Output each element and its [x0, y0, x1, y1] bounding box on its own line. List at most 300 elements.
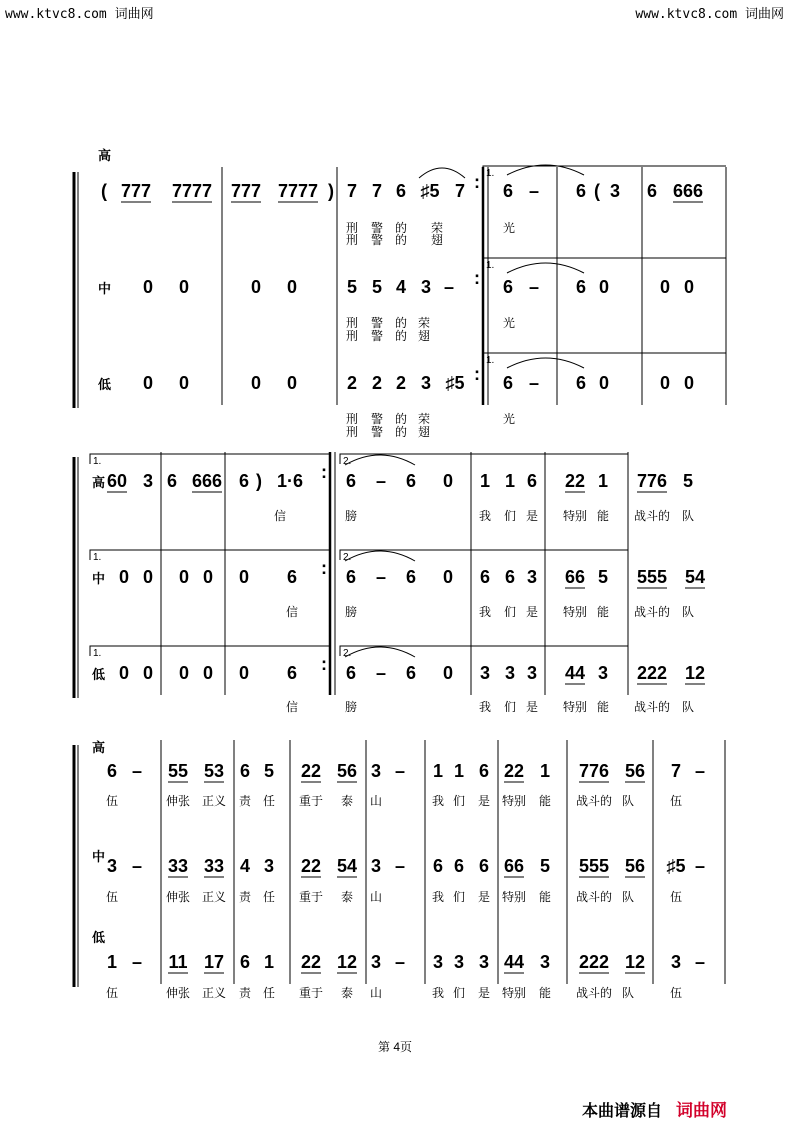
lyric: 是 [525, 605, 539, 619]
repeat-dots: : [321, 558, 327, 578]
lyric: 翅 [417, 329, 431, 343]
repeat-dots: : [474, 172, 480, 192]
lyric: 光 [502, 221, 516, 235]
note: 0 [250, 277, 262, 297]
note: 777 [120, 181, 152, 201]
note: – [375, 567, 387, 587]
note: 17 [203, 952, 225, 972]
note: – [694, 856, 706, 876]
note: ♯5 [445, 373, 465, 393]
lyric: 刑 [345, 329, 359, 343]
note: 5 [371, 277, 383, 297]
lyric: 责 [238, 986, 252, 1000]
lyric: 伍 [105, 890, 119, 904]
note: 1 [263, 952, 275, 972]
note: 555 [578, 856, 610, 876]
note: 7 [371, 181, 383, 201]
lyric: 的 [394, 316, 408, 330]
part-label: 高 [92, 740, 106, 755]
lyric: 荣 [417, 412, 431, 426]
note: 666 [672, 181, 704, 201]
note: 0 [683, 373, 695, 393]
lyric: 们 [452, 890, 466, 904]
lyric: 翅 [417, 425, 431, 439]
note: ) [256, 471, 262, 491]
volta-bracket [483, 353, 726, 363]
lyric: 们 [452, 986, 466, 1000]
lyric: 能 [538, 986, 552, 1000]
header-site-right: www.ktvc8.com 词曲网 [635, 7, 784, 22]
note: 44 [564, 663, 586, 683]
lyric: 我 [431, 890, 445, 904]
lyric: 的 [394, 221, 408, 235]
note: 3 [370, 952, 382, 972]
note: 54 [336, 856, 358, 876]
note: 12 [624, 952, 646, 972]
note: 1 [453, 761, 465, 781]
volta-bracket [483, 258, 726, 268]
note: 6 [239, 761, 251, 781]
lyric: 光 [502, 412, 516, 426]
note: 12 [336, 952, 358, 972]
lyric: 伍 [669, 890, 683, 904]
note: 2 [395, 373, 407, 393]
note: 555 [636, 567, 668, 587]
lyric: 信 [273, 509, 287, 523]
volta-bracket [483, 166, 726, 176]
lyric: 们 [503, 605, 517, 619]
lyric: 特别 [562, 700, 588, 714]
note: – [375, 471, 387, 491]
note: 3 [539, 952, 551, 972]
lyric: 队 [621, 986, 635, 1000]
lyric: 膀 [344, 605, 358, 619]
lyric: 刑 [345, 233, 359, 247]
note: 22 [564, 471, 586, 491]
note: 0 [683, 277, 695, 297]
lyric: 膀 [344, 700, 358, 714]
lyric: 的 [394, 329, 408, 343]
part-label: 高 [92, 475, 106, 490]
lyric: 我 [478, 509, 492, 523]
note: 666 [191, 471, 223, 491]
note: 3 [609, 181, 621, 201]
note: ) [328, 181, 334, 201]
part-label: 中 [98, 281, 112, 296]
footer-source-label: 本曲谱源自 [582, 1103, 663, 1120]
part-label: 高 [98, 148, 112, 163]
volta-label: 1. [93, 648, 102, 659]
lyric: 伸张 [165, 986, 191, 1000]
note: 5 [682, 471, 694, 491]
lyric: 山 [369, 890, 383, 904]
lyric: 特别 [501, 794, 527, 808]
volta-label: 1. [93, 456, 102, 467]
lyric: 翅 [430, 233, 444, 247]
part-label: 低 [92, 667, 106, 682]
note: 0 [142, 567, 154, 587]
note: – [131, 761, 143, 781]
lyric: 警 [370, 412, 384, 426]
lyric: 战斗的 [575, 986, 613, 1000]
note: 0 [118, 567, 130, 587]
note: 0 [178, 277, 190, 297]
volta-bracket [90, 550, 330, 560]
lyric: 刑 [345, 425, 359, 439]
note: 0 [442, 663, 454, 683]
note: 6 [504, 567, 516, 587]
lyric: 我 [478, 605, 492, 619]
note: – [131, 856, 143, 876]
note: 56 [336, 761, 358, 781]
note: 6 [345, 471, 357, 491]
note: 0 [250, 373, 262, 393]
note: 777 [230, 181, 262, 201]
note: 6 [575, 373, 587, 393]
lyric: 伍 [105, 794, 119, 808]
lyric: 战斗的 [575, 794, 613, 808]
lyric: 能 [538, 890, 552, 904]
note: 0 [202, 567, 214, 587]
note: – [394, 856, 406, 876]
note: 0 [118, 663, 130, 683]
lyric: 伍 [669, 986, 683, 1000]
note: 0 [286, 373, 298, 393]
note: – [528, 181, 540, 201]
lyric: 战斗的 [575, 890, 613, 904]
note: 5 [346, 277, 358, 297]
note: 6 [575, 277, 587, 297]
note: 1 [539, 761, 551, 781]
note: 1 [479, 471, 491, 491]
footer-source [582, 1096, 727, 1121]
note: 0 [659, 373, 671, 393]
note: 56 [624, 761, 646, 781]
note: 1 [504, 471, 516, 491]
lyric: 们 [503, 700, 517, 714]
lyric: 特别 [501, 986, 527, 1000]
lyric: 队 [621, 794, 635, 808]
tie [345, 551, 415, 561]
note: 3 [420, 277, 432, 297]
note: 7777 [277, 181, 319, 201]
lyric: 任 [262, 986, 276, 1000]
lyric: 特别 [562, 509, 588, 523]
note: 0 [202, 663, 214, 683]
note: – [443, 277, 455, 297]
note: 1 [106, 952, 118, 972]
note: 7 [454, 181, 466, 201]
note: 60 [106, 471, 128, 491]
tie [507, 263, 584, 273]
lyric: 战斗的 [633, 700, 671, 714]
note: 33 [167, 856, 189, 876]
footer-logo: 词曲网 [676, 1101, 728, 1120]
lyric: 战斗的 [633, 605, 671, 619]
note: 0 [442, 567, 454, 587]
note: 6 [405, 471, 417, 491]
lyric: 伸张 [165, 890, 191, 904]
note: 6 [286, 663, 298, 683]
note: 0 [142, 373, 154, 393]
note: 66 [564, 567, 586, 587]
lyric: 正义 [201, 890, 227, 904]
lyric: 是 [477, 794, 491, 808]
lyric: 们 [452, 794, 466, 808]
note: 7777 [171, 181, 213, 201]
note: 6 [395, 181, 407, 201]
note: – [131, 952, 143, 972]
note: 0 [238, 663, 250, 683]
note: 6 [106, 761, 118, 781]
volta-label: 2. [343, 456, 352, 467]
lyric: 光 [502, 316, 516, 330]
lyric: 队 [681, 700, 695, 714]
note: – [528, 373, 540, 393]
note: 7 [346, 181, 358, 201]
lyric: 是 [525, 509, 539, 523]
note: 3 [478, 952, 490, 972]
note: 4 [239, 856, 251, 876]
note: ( [594, 181, 600, 201]
lyric: 能 [596, 700, 610, 714]
note: 22 [300, 761, 322, 781]
note: 12 [684, 663, 706, 683]
note: 776 [636, 471, 668, 491]
lyric: 的 [394, 425, 408, 439]
lyric: 膀 [344, 509, 358, 523]
note: ♯5 [666, 856, 686, 876]
page-number: 第 4页 [377, 1040, 412, 1054]
note: 11 [168, 952, 188, 972]
note: 2 [371, 373, 383, 393]
lyric: 队 [681, 509, 695, 523]
lyric: 信 [285, 700, 299, 714]
note: 0 [178, 567, 190, 587]
lyric: 荣 [417, 316, 431, 330]
note: 56 [624, 856, 646, 876]
tie [419, 168, 465, 178]
lyric: 任 [262, 794, 276, 808]
note: 6 [432, 856, 444, 876]
volta-bracket [90, 646, 330, 656]
lyric: 警 [370, 316, 384, 330]
note: 222 [578, 952, 610, 972]
volta-bracket [90, 454, 330, 464]
lyric: 是 [525, 700, 539, 714]
lyric: 责 [238, 794, 252, 808]
part-label: 低 [98, 377, 112, 392]
note: 0 [659, 277, 671, 297]
note: 0 [598, 277, 610, 297]
note: 5 [597, 567, 609, 587]
note: 4 [395, 277, 407, 297]
note: 3 [420, 373, 432, 393]
note: 6 [646, 181, 658, 201]
repeat-dots: : [474, 268, 480, 288]
note: 22 [300, 952, 322, 972]
lyric: 伍 [105, 986, 119, 1000]
lyric: 山 [369, 986, 383, 1000]
lyric: 警 [370, 329, 384, 343]
lyric: 伸张 [165, 794, 191, 808]
volta-label: 1. [486, 260, 495, 271]
volta-label: 1. [486, 355, 495, 366]
header-site-left: www.ktvc8.com 词曲网 [5, 7, 154, 22]
lyric: 重于 [298, 890, 324, 904]
volta-label: 2. [343, 552, 352, 563]
note: – [694, 761, 706, 781]
lyric: 刑 [345, 221, 359, 235]
note: 66 [503, 856, 525, 876]
note: – [375, 663, 387, 683]
note: – [394, 952, 406, 972]
lyric: 能 [596, 605, 610, 619]
note: 1·6 [276, 471, 304, 491]
note: 6 [238, 471, 250, 491]
lyric: 重于 [298, 794, 324, 808]
part-label: 中 [92, 849, 106, 864]
note: 0 [178, 663, 190, 683]
note: 776 [578, 761, 610, 781]
lyric: 我 [431, 986, 445, 1000]
note: 6 [453, 856, 465, 876]
lyric: 特别 [501, 890, 527, 904]
note: 3 [597, 663, 609, 683]
note: 2 [346, 373, 358, 393]
tie [345, 455, 415, 465]
lyric: 泰 [340, 986, 354, 1000]
note: 6 [502, 373, 514, 393]
lyric: 能 [538, 794, 552, 808]
note: 6 [166, 471, 178, 491]
note: 3 [526, 567, 538, 587]
note: 6 [478, 856, 490, 876]
note: 0 [442, 471, 454, 491]
note: 1 [432, 761, 444, 781]
lyric: 信 [285, 605, 299, 619]
note: 0 [178, 373, 190, 393]
note: 55 [167, 761, 189, 781]
lyric: 我 [478, 700, 492, 714]
lyric: 队 [681, 605, 695, 619]
note: 6 [502, 181, 514, 201]
note: – [394, 761, 406, 781]
note: 5 [263, 761, 275, 781]
note: 7 [670, 761, 682, 781]
lyric: 们 [503, 509, 517, 523]
lyric: 警 [370, 425, 384, 439]
lyric: 战斗的 [633, 509, 671, 523]
note: 6 [502, 277, 514, 297]
lyric: 伍 [669, 794, 683, 808]
note: 3 [670, 952, 682, 972]
note: 54 [684, 567, 706, 587]
lyric: 的 [394, 233, 408, 247]
lyric: 责 [238, 890, 252, 904]
note: 6 [345, 567, 357, 587]
note: 3 [142, 471, 154, 491]
note: 6 [345, 663, 357, 683]
note: 6 [575, 181, 587, 201]
repeat-dots: : [474, 364, 480, 384]
note: 5 [539, 856, 551, 876]
note: 22 [503, 761, 525, 781]
note: 44 [503, 952, 525, 972]
note: 33 [203, 856, 225, 876]
note: 0 [142, 663, 154, 683]
lyric: 泰 [340, 794, 354, 808]
lyric: 正义 [201, 794, 227, 808]
tie [507, 358, 584, 368]
note: 0 [598, 373, 610, 393]
note: 3 [106, 856, 118, 876]
volta-label: 2. [343, 648, 352, 659]
note: 3 [263, 856, 275, 876]
lyric: 重于 [298, 986, 324, 1000]
note: 0 [142, 277, 154, 297]
lyric: 是 [477, 890, 491, 904]
lyric: 警 [370, 233, 384, 247]
note: 3 [504, 663, 516, 683]
tie [345, 647, 415, 657]
lyric: 山 [369, 794, 383, 808]
lyric: 队 [621, 890, 635, 904]
part-label: 低 [92, 930, 106, 945]
note: 6 [239, 952, 251, 972]
part-label: 中 [92, 571, 106, 586]
note: 6 [526, 471, 538, 491]
lyric: 泰 [340, 890, 354, 904]
volta-label: 1. [93, 552, 102, 563]
note: – [528, 277, 540, 297]
note: 6 [479, 567, 491, 587]
lyric: 刑 [345, 412, 359, 426]
note: 3 [479, 663, 491, 683]
note: ( [101, 181, 107, 201]
lyric: 刑 [345, 316, 359, 330]
note: 3 [370, 761, 382, 781]
note: 6 [405, 567, 417, 587]
lyric: 警 [370, 221, 384, 235]
note: 222 [636, 663, 668, 683]
note: ♯5 [420, 181, 440, 201]
lyric: 荣 [430, 221, 444, 235]
repeat-dots: : [321, 654, 327, 674]
lyric: 是 [477, 986, 491, 1000]
note: – [694, 952, 706, 972]
lyric: 正义 [201, 986, 227, 1000]
note: 1 [597, 471, 609, 491]
note: 53 [203, 761, 225, 781]
note: 3 [526, 663, 538, 683]
lyric: 的 [394, 412, 408, 426]
note: 6 [405, 663, 417, 683]
note: 0 [286, 277, 298, 297]
lyric: 我 [431, 794, 445, 808]
note: 6 [478, 761, 490, 781]
note: 0 [238, 567, 250, 587]
note: 3 [370, 856, 382, 876]
lyric: 任 [262, 890, 276, 904]
note: 3 [453, 952, 465, 972]
volta-label: 1. [486, 168, 495, 179]
lyric: 特别 [562, 605, 588, 619]
note: 6 [286, 567, 298, 587]
note: 3 [432, 952, 444, 972]
note: 22 [300, 856, 322, 876]
repeat-dots: : [321, 462, 327, 482]
